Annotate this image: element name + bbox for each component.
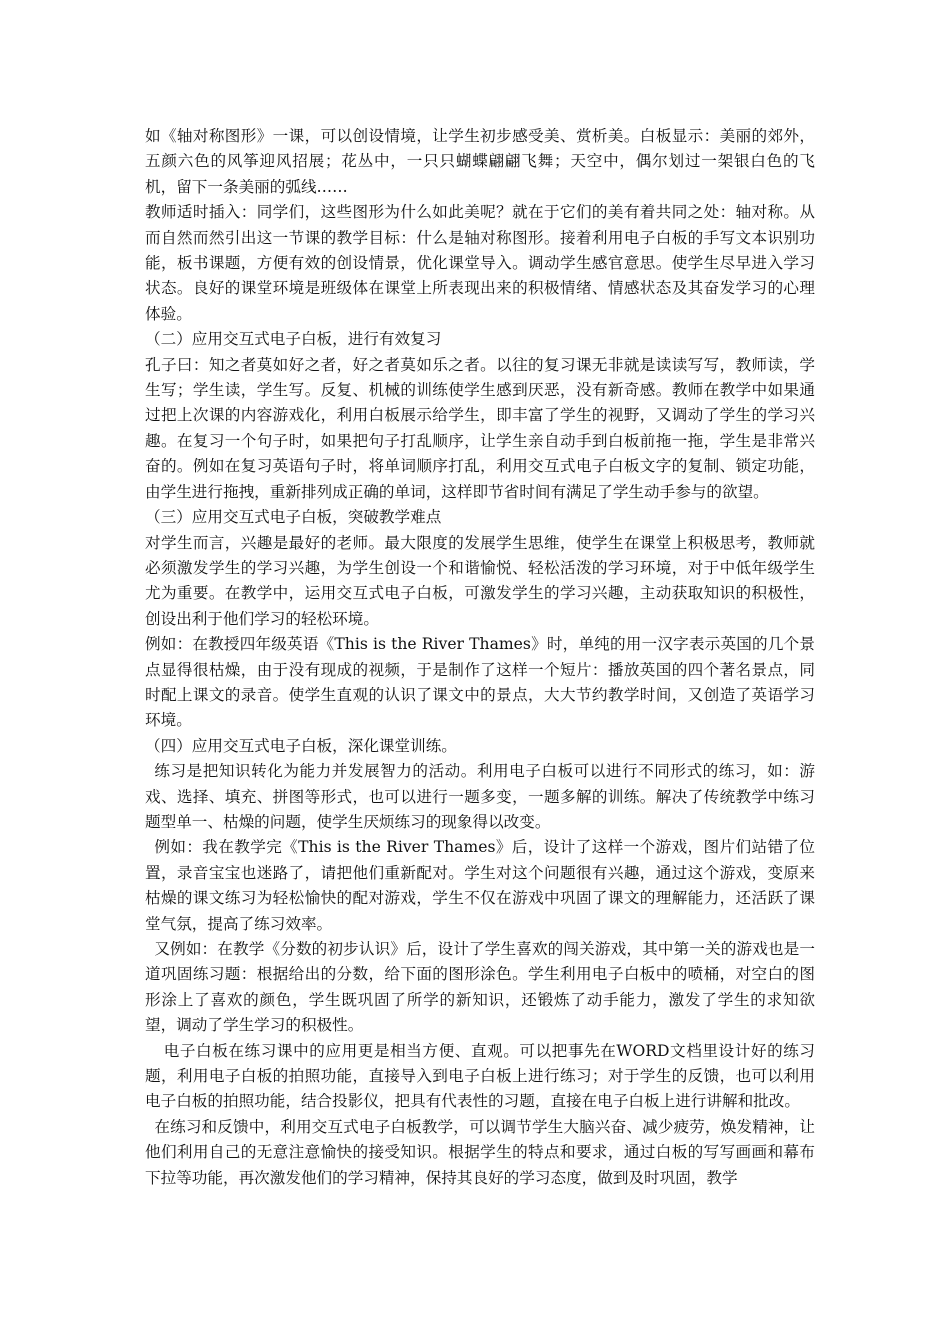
section-heading-training: （四）应用交互式电子白板，深化课堂训练。 [145, 736, 457, 755]
paragraph-teacher-insert: 教师适时插入：同学们，这些图形为什么如此美呢？就在于它们的美有着共同之处：轴对称。从而自然而然引出这一节课的教学目标：什么是轴对称图形。接着利用电子白板的手写文本识别功能，板书课题，方便有效的创设情景，优化课堂导入。调动学生感官意思。使学生尽早进入学习状态。良好的课堂环境是班级体在课堂上所表现出来的积极情绪、情感状态及其奋发学习的心理体验。 [145, 203, 815, 323]
paragraph-whiteboard-practice: 电子白板在练习课中的应用更是相当方便、直观。可以把事先在WORD文档里设计好的练习题，利用电子白板的拍照功能，直接导入到电子白板上进行练习；对于学生的反馈，也可以利用电子白板的拍照功能，结合投影仪，把具有代表性的习题，直接在电子白板上进行讲解和批改。 [145, 1041, 815, 1111]
paragraph-review: 孔子曰：知之者莫如好之者，好之者莫如乐之者。以往的复习课无非就是读读写写，教师读，学生写；学生读，学生写。反复、机械的训练使学生感到厌恶，没有新奇感。教师在教学中如果通过把上次课的内容游戏化，利用白板展示给学生，即丰富了学生的视野，又调动了学生的学习兴趣。在复习一个句子时，如果把句子打乱顺序，让学生亲自动手到白板前拖一拖，学生是非常兴奋的。例如在复习英语句子时，将单词顺序打乱，利用交互式电子白板文字的复制、锁定功能，由学生进行拖拽，重新排列成正确的单词，这样即节省时间有满足了学生动手参与的欲望。 [145, 355, 815, 501]
paragraph-interest: 对学生而言，兴趣是最好的老师。最大限度的发展学生思维，使学生在课堂上积极思考，教师就必须激发学生的学习兴趣，为学生创设一个和谐愉悦、轻松活泼的学习环境，对于中低年级学生尤为重要。在教学中，运用交互式电子白板，可激发学生的学习兴趣，主动获取知识的积极性，创设出利于他们学习的轻松环境。 [145, 533, 815, 628]
section-heading-review: （二）应用交互式电子白板，进行有效复习 [145, 330, 442, 349]
paragraph-axis-symmetry-intro: 如《轴对称图形》一课，可以创设情境，让学生初步感受美、赏析美。白板显示：美丽的郊外，五颜六色的风筝迎风招展；花丛中，一只只蝴蝶翩翩飞舞；天空中，偶尔划过一架银白色的飞机，留下一条美丽的弧线…… [145, 127, 815, 196]
paragraph-feedback: 在练习和反馈中，利用交互式电子白板教学，可以调节学生大脑兴奋、减少疲劳，焕发精神，让他们利用自己的无意注意愉快的接受知识。根据学生的特点和要求，通过白板的写写画画和幕布下拉等功能，再次激发他们的学习精神，保持其良好的学习态度，做到及时巩固，教学 [145, 1117, 815, 1187]
paragraph-example-thames: 例如：在教授四年级英语《This is the River Thames》时，单纯的用一汉字表示英国的几个景点显得很枯燥，由于没有现成的视频，于是制作了这样一个短片：播放英国的四个著名景点，同时配上课文的录音。使学生直观的认识了课文中的景点，大大节约教学时间，又创造了英语学习环境。 [145, 635, 815, 730]
paragraph-example-game: 例如：我在教学完《This is the River Thames》后，设计了这样一个游戏，图片们站错了位置，录音宝宝也迷路了，请把他们重新配对。学生对这个问题很有兴趣，通过这个游戏，变原来枯燥的课文练习为轻松愉快的配对游戏，学生不仅在游戏中巩固了课文的理解能力，还活跃了课堂气氛，提高了练习效率。 [145, 838, 815, 933]
paragraph-practice: 练习是把知识转化为能力并发展智力的活动。利用电子白板可以进行不同形式的练习，如：游戏、选择、填充、拼图等形式，也可以进行一题多变，一题多解的训练。解决了传统教学中练习题型单一、枯燥的问题，使学生厌烦练习的现象得以改变。 [145, 762, 815, 831]
section-heading-difficulty: （三）应用交互式电子白板，突破教学难点 [145, 508, 442, 527]
paragraph-example-fractions: 又例如：在教学《分数的初步认识》后，设计了学生喜欢的闯关游戏，其中第一关的游戏也是一道巩固练习题：根据给出的分数，给下面的图形涂色。学生利用电子白板中的喷桶，对空白的图形涂上了喜欢的颜色，学生既巩固了所学的新知识，还锻炼了动手能力，激发了学生的求知欲望，调动了学生学习的积极性。 [145, 940, 815, 1035]
document-body [145, 124, 815, 1191]
